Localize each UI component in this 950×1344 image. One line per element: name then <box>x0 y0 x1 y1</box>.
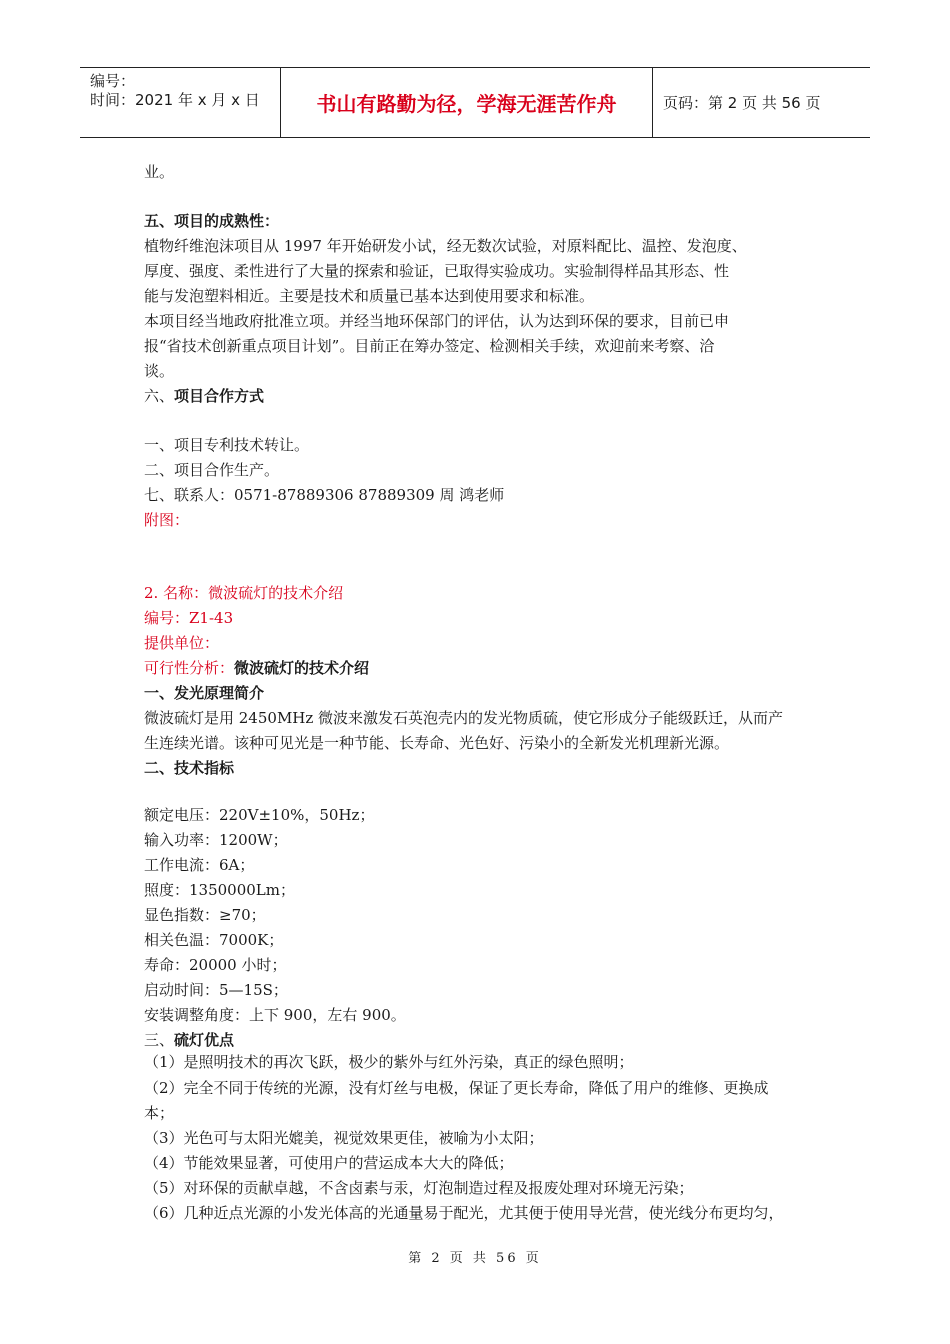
list-item: （1）是照明技术的再次飞跃，极少的紫外与红外污染，真正的绿色照明； <box>144 1053 634 1071</box>
section-heading: 五、项目的成熟性： <box>144 212 280 230</box>
spec-item: 安装调整角度：上下 900，左右 900。 <box>144 1006 406 1024</box>
item-number: 编号：Z1-43 <box>144 609 234 627</box>
spec-item: 输入功率：1200W； <box>144 831 288 849</box>
list-item-continued: 本； <box>144 1104 175 1122</box>
feasibility-heading <box>144 658 369 678</box>
list-item: （2）完全不同于传统的光源，没有灯丝与电极，保证了更长寿命，降低了用户的维修、更换成 <box>144 1079 769 1097</box>
paragraph-line: 植物纤维泡沫项目从 1997 年开始研发小试，经无数次试验，对原料配比、温控、发泡度、 <box>144 237 747 255</box>
list-item: （5）对环保的贡献卓越，不含卤素与汞，灯泡制造过程及报废处理对环境无污染； <box>144 1179 694 1197</box>
item-provider: 提供单位： <box>144 634 220 652</box>
paragraph-line: 厚度、强度、柔性进行了大量的探索和验证，已取得实验成功。实验制得样品其形态、性 <box>144 262 730 280</box>
paragraph-line: 生连续光谱。该种可见光是一种节能、长寿命、光色好、污染小的全新发光机理新光源。 <box>144 734 730 752</box>
list-item: 二、项目合作生产。 <box>144 461 280 479</box>
spec-item: 寿命：20000 小时； <box>144 956 287 974</box>
section-heading <box>144 1030 234 1050</box>
figure-label: 附图： <box>144 511 190 529</box>
list-item: 一、项目专利技术转让。 <box>144 436 310 454</box>
feasibility-label: 可行性分析： <box>144 659 235 677</box>
spec-item: 启动时间：5—15S； <box>144 981 288 999</box>
header-page-info <box>653 68 870 137</box>
paragraph-line: 能与发泡塑料相近。主要是技术和质量已基本达到使用要求和标准。 <box>144 287 595 305</box>
paragraph-line: 报“省技术创新重点项目计划”。目前正在筹办签定、检测相关手续，欢迎前来考察、洽 <box>144 337 715 355</box>
paragraph-line: 业。 <box>144 163 175 181</box>
spec-item: 显色指数：≥70； <box>144 906 266 924</box>
header-page-number: 页码：第 2 页 共 56 页 <box>663 94 821 112</box>
contact-line: 七、联系人：0571-87889306 87889309 周 鸿老师 <box>144 486 505 504</box>
spec-item: 相关色温：7000K； <box>144 931 284 949</box>
heading-text: 硫灯优点 <box>174 1031 235 1049</box>
list-item: （6）几种近点光源的小发光体高的光通量易于配光，尤其便于使用导光营，使光线分布更均匀， <box>144 1204 784 1222</box>
page-header <box>80 67 870 138</box>
heading-number: 三、 <box>144 1031 175 1049</box>
paragraph-line: 微波硫灯是用 2450MHz 微波来激发石英泡壳内的发光物质硫，使它形成分子能级跃迁，从而产 <box>144 709 784 727</box>
section-heading <box>144 386 264 406</box>
header-meta <box>80 68 281 137</box>
spec-item: 照度：1350000Lm； <box>144 881 295 899</box>
section-heading: 二、技术指标 <box>144 759 235 777</box>
header-motto: 书山有路勤为径，学海无涯苦作舟 <box>281 68 653 137</box>
list-item: （4）节能效果显著，可使用户的营运成本大大的降低； <box>144 1154 514 1172</box>
header-number: 编号： <box>90 72 136 90</box>
heading-number: 六、 <box>144 387 175 405</box>
paragraph-line: 谈。 <box>144 362 175 380</box>
item-title: 2. 名称：微波硫灯的技术介绍 <box>144 584 344 602</box>
section-heading: 一、发光原理简介 <box>144 684 265 702</box>
spec-item: 工作电流：6A； <box>144 856 255 874</box>
paragraph-line: 本项目经当地政府批准立项。并经当地环保部门的评估，认为达到环保的要求，目前已申 <box>144 312 730 330</box>
heading-text: 项目合作方式 <box>174 387 265 405</box>
list-item: （3）光色可与太阳光媲美，视觉效果更佳，被喻为小太阳； <box>144 1129 544 1147</box>
feasibility-title: 微波硫灯的技术介绍 <box>234 659 370 677</box>
spec-item: 额定电压：220V±10%，50Hz； <box>144 806 375 824</box>
header-time: 时间：2021 年 x 月 x 日 <box>90 91 260 109</box>
page-footer: 第 2 页 共 56 页 <box>408 1251 542 1266</box>
